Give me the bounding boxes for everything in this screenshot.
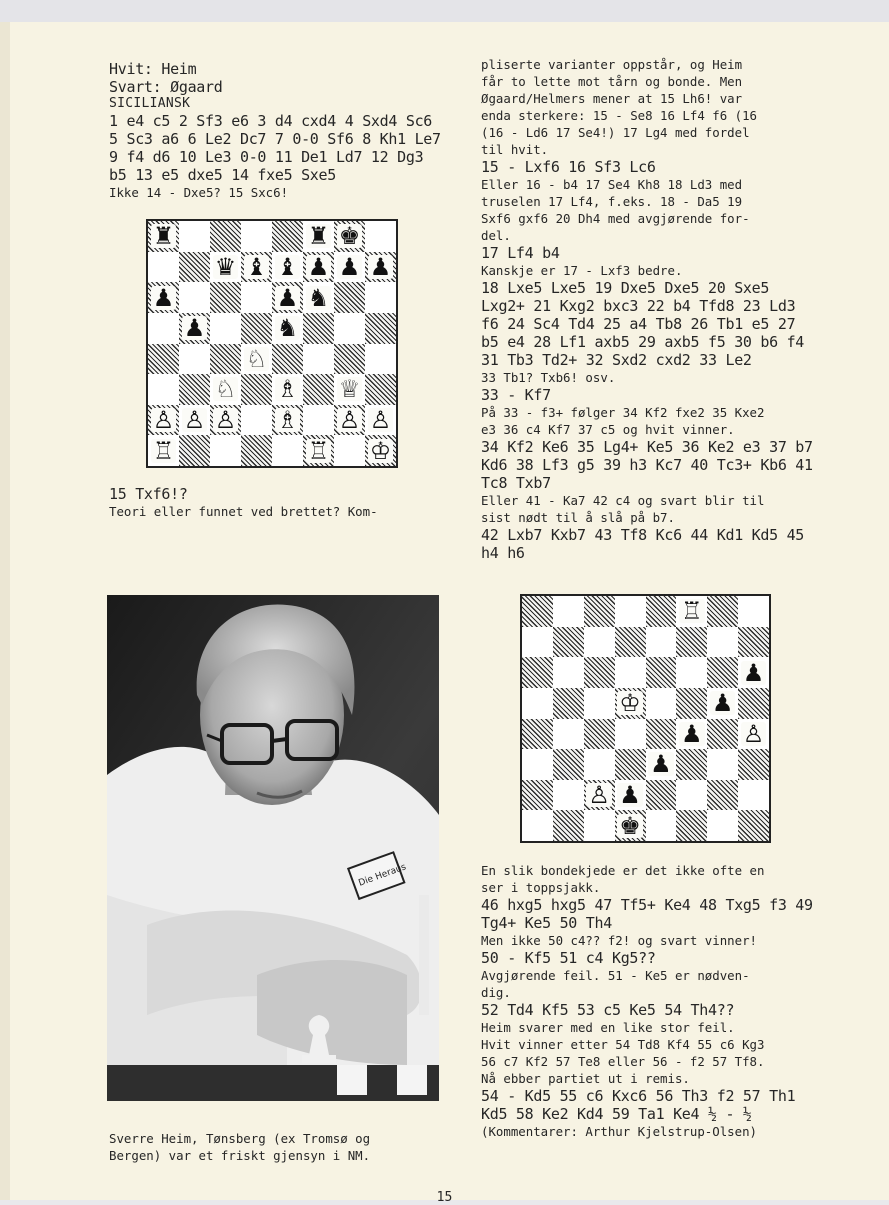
move-line: 50 - Kf5 51 c4 Kg5?? xyxy=(481,949,656,967)
board-square xyxy=(334,344,365,375)
board-square xyxy=(553,810,584,841)
board-square xyxy=(522,780,553,811)
move-line: 34 Kf2 Ke6 35 Lg4+ Ke5 36 Ke2 e3 37 b7 xyxy=(481,438,813,456)
comment-line: 56 c7 Kf2 57 Te8 eller 56 - f2 57 Tf8. xyxy=(481,1054,765,1069)
board-square xyxy=(179,313,210,344)
board-square xyxy=(210,221,241,252)
chess-diagram-2 xyxy=(520,594,771,843)
board-square xyxy=(615,657,646,688)
moves-line: b5 13 e5 dxe5 14 fxe5 Sxe5 xyxy=(109,166,337,184)
board-square xyxy=(707,596,738,627)
board-square xyxy=(210,252,241,283)
board-square xyxy=(738,688,769,719)
header-white: Hvit: Heim xyxy=(109,60,197,78)
right-column-top xyxy=(481,56,831,562)
white-rook-icon: ♖ xyxy=(152,436,175,465)
board-square xyxy=(522,719,553,750)
move-line: 46 hxg5 hxg5 47 Tf5+ Ke4 48 Txg5 f3 49 xyxy=(481,896,813,914)
board-square xyxy=(522,688,553,719)
comment-line: ser i toppsjakk. xyxy=(481,880,601,895)
board-square xyxy=(148,405,179,436)
right-column-bottom xyxy=(481,862,831,1140)
white-pawn-icon: ♙ xyxy=(183,406,206,435)
comment-line: Hvit vinner etter 54 Td8 Kf4 55 c6 Kg3 xyxy=(481,1037,765,1052)
board-square xyxy=(334,435,365,466)
board-square xyxy=(179,221,210,252)
opening-name: SICILIANSK xyxy=(109,96,191,111)
black-pawn-icon: ♟ xyxy=(276,283,299,312)
board-square xyxy=(676,780,707,811)
chess-diagram-1 xyxy=(146,219,398,468)
board-square xyxy=(615,627,646,658)
comment-line: 33 Tb1? Txb6! osv. xyxy=(481,370,616,385)
black-pawn-icon: ♟ xyxy=(152,283,175,312)
shirt-print: Die Heraus xyxy=(357,862,408,889)
board-square xyxy=(179,435,210,466)
comment-line: til hvit. xyxy=(481,142,549,157)
board-square xyxy=(646,810,677,841)
comment-line: Eller 16 - b4 17 Se4 Kh8 18 Ld3 med xyxy=(481,177,743,192)
white-pawn-icon: ♙ xyxy=(214,406,237,435)
black-knight-icon: ♞ xyxy=(276,314,299,343)
board-square xyxy=(615,688,646,719)
board-square xyxy=(522,810,553,841)
board-square xyxy=(738,780,769,811)
board-square xyxy=(646,688,677,719)
board-square xyxy=(707,780,738,811)
move-line: Tg4+ Ke5 50 Th4 xyxy=(481,914,612,932)
board-square xyxy=(272,313,303,344)
move-line: 18 Lxe5 Lxe5 19 Dxe5 Dxe5 20 Sxe5 xyxy=(481,279,770,297)
board-square xyxy=(676,749,707,780)
board-square xyxy=(584,749,615,780)
white-bishop-icon: ♗ xyxy=(276,375,299,404)
comment-line: Heim svarer med en like stor feil. xyxy=(481,1020,735,1035)
board-square xyxy=(272,374,303,405)
board-square xyxy=(615,596,646,627)
black-queen-icon: ♛ xyxy=(214,252,237,281)
move-line: 42 Lxb7 Kxb7 43 Tf8 Kc6 44 Kd1 Kd5 45 xyxy=(481,526,805,544)
comment-line: Kanskje er 17 - Lxf3 bedre. xyxy=(481,263,683,278)
board-square xyxy=(303,435,334,466)
move-line: 15 Txf6!? xyxy=(109,485,188,503)
comment-line: e3 36 c4 Kf7 37 c5 og hvit vinner. xyxy=(481,422,735,437)
board-square xyxy=(584,627,615,658)
comment-line: enda sterkere: 15 - Se8 16 Lf4 f6 (16 xyxy=(481,108,758,123)
caption-line: Bergen) var et friskt gjensyn i NM. xyxy=(109,1148,371,1163)
board-square xyxy=(241,435,272,466)
board-square xyxy=(553,657,584,688)
board-square xyxy=(272,221,303,252)
move-line: 17 Lf4 b4 xyxy=(481,244,560,262)
white-rook-icon: ♖ xyxy=(681,597,703,626)
move-line: Lxg2+ 21 Kxg2 bxc3 22 b4 Tfd8 23 Ld3 xyxy=(481,297,796,315)
comment-line: del. xyxy=(481,228,511,243)
board-square xyxy=(738,596,769,627)
board-square xyxy=(738,627,769,658)
move-line: 54 - Kd5 55 c6 Kxc6 56 Th3 f2 57 Th1 xyxy=(481,1087,796,1105)
comment-line: En slik bondekjede er det ikke ofte en xyxy=(481,863,765,878)
board-square xyxy=(553,780,584,811)
board-square xyxy=(553,719,584,750)
board-square xyxy=(241,221,272,252)
board-square xyxy=(738,657,769,688)
board-square xyxy=(303,221,334,252)
moves-line: 9 f4 d6 10 Le3 0-0 11 De1 Ld7 12 Dg3 xyxy=(109,148,424,166)
board-square xyxy=(738,719,769,750)
board-square xyxy=(615,780,646,811)
header-black: Svart: Øgaard xyxy=(109,78,223,96)
board-square xyxy=(179,405,210,436)
board-square xyxy=(646,719,677,750)
board-square xyxy=(646,749,677,780)
comment-line: (Kommentarer: Arthur Kjelstrup-Olsen) xyxy=(481,1124,758,1139)
board-square xyxy=(303,313,334,344)
board-square xyxy=(738,810,769,841)
page-number: 15 xyxy=(436,1190,453,1205)
board-square xyxy=(676,657,707,688)
move-line: 33 - Kf7 xyxy=(481,386,551,404)
comment-line: Teori eller funnet ved brettet? Kom- xyxy=(109,504,378,519)
moves-line: 1 e4 c5 2 Sf3 e6 3 d4 cxd4 4 Sxd4 Sc6 xyxy=(109,112,433,130)
board-square xyxy=(334,405,365,436)
move-line: 15 - Lxf6 16 Sf3 Lc6 xyxy=(481,158,656,176)
white-bishop-icon: ♗ xyxy=(276,406,299,435)
board-square xyxy=(365,282,396,313)
board-square xyxy=(646,627,677,658)
comment-line: På 33 - f3+ følger 34 Kf2 fxe2 35 Kxe2 xyxy=(481,405,765,420)
board-square xyxy=(615,810,646,841)
board-square xyxy=(303,282,334,313)
comment-line: Avgjørende feil. 51 - Ke5 er nødven- xyxy=(481,968,750,983)
black-pawn-icon: ♟ xyxy=(742,658,765,687)
board-square xyxy=(303,405,334,436)
board-square xyxy=(646,657,677,688)
board-square xyxy=(646,596,677,627)
comment-line: dig. xyxy=(481,985,511,1000)
comment-line: pliserte varianter oppstår, og Heim xyxy=(481,57,743,72)
board-square xyxy=(365,252,396,283)
white-king-icon: ♔ xyxy=(619,689,641,718)
black-king-icon: ♚ xyxy=(619,811,641,840)
top-bar xyxy=(0,0,889,22)
white-knight-icon: ♘ xyxy=(214,375,237,404)
black-knight-icon: ♞ xyxy=(307,283,330,312)
board-square xyxy=(148,313,179,344)
board-square xyxy=(241,374,272,405)
board-square xyxy=(676,719,707,750)
board-square xyxy=(148,221,179,252)
white-pawn-icon: ♙ xyxy=(338,406,361,435)
board-square xyxy=(522,627,553,658)
player-photo xyxy=(107,595,439,1101)
board-square xyxy=(179,282,210,313)
white-pawn-icon: ♙ xyxy=(152,406,175,435)
move-line: 52 Td4 Kf5 53 c5 Ke5 54 Th4?? xyxy=(481,1001,735,1019)
black-pawn-icon: ♟ xyxy=(711,689,734,718)
photo-caption xyxy=(109,1130,449,1164)
board-square xyxy=(210,405,241,436)
photo-illustration xyxy=(107,595,439,1101)
board-square xyxy=(365,313,396,344)
comment-line: Øgaard/Helmers mener at 15 Lh6! var xyxy=(481,91,743,106)
board-square xyxy=(334,252,365,283)
board-square xyxy=(303,252,334,283)
board-square xyxy=(707,657,738,688)
left-column xyxy=(109,60,449,201)
comment-line: Nå ebber partiet ut i remis. xyxy=(481,1071,690,1086)
move-line: Kd6 38 Lf3 g5 39 h3 Kc7 40 Tc3+ Kb6 41 xyxy=(481,456,813,474)
move-line: Kd5 58 Ke2 Kd4 59 Ta1 Ke4 ½ - ½ xyxy=(481,1105,752,1123)
board-square xyxy=(334,313,365,344)
white-knight-icon: ♘ xyxy=(245,344,268,373)
white-queen-icon: ♕ xyxy=(338,375,361,404)
move-line: b5 e4 28 Lf1 axb5 29 axb5 f5 30 b6 f4 xyxy=(481,333,805,351)
board-square xyxy=(584,719,615,750)
board-square xyxy=(241,282,272,313)
board-square xyxy=(553,596,584,627)
white-king-icon: ♔ xyxy=(369,436,392,465)
caption-line: Sverre Heim, Tønsberg (ex Tromsø og xyxy=(109,1131,371,1146)
board-square xyxy=(179,374,210,405)
board-square xyxy=(584,810,615,841)
comment-line: (16 - Ld6 17 Se4!) 17 Lg4 med fordel xyxy=(481,125,750,140)
board-square xyxy=(522,596,553,627)
white-pawn-icon: ♙ xyxy=(742,719,765,748)
board-square xyxy=(553,688,584,719)
board-square xyxy=(707,719,738,750)
board-square xyxy=(365,435,396,466)
black-rook-icon: ♜ xyxy=(307,222,330,251)
board-square xyxy=(707,688,738,719)
board-square xyxy=(272,435,303,466)
board-square xyxy=(210,313,241,344)
comment-line: får to lette mot tårn og bonde. Men xyxy=(481,74,743,89)
board-square xyxy=(272,252,303,283)
black-bishop-icon: ♝ xyxy=(276,252,299,281)
board-square xyxy=(646,780,677,811)
black-rook-icon: ♜ xyxy=(152,222,175,251)
board-square xyxy=(179,252,210,283)
board-square xyxy=(210,435,241,466)
board-square xyxy=(210,374,241,405)
board-square xyxy=(553,749,584,780)
move-line: f6 24 Sc4 Td4 25 a4 Tb8 26 Tb1 e5 27 xyxy=(481,315,796,333)
comment-line: sist nødt til å slå på b7. xyxy=(481,510,675,525)
board-square xyxy=(272,344,303,375)
move-line: 31 Tb3 Td2+ 32 Sxd2 cxd2 33 Le2 xyxy=(481,351,752,369)
board-square xyxy=(241,313,272,344)
board-square xyxy=(365,221,396,252)
board-square xyxy=(148,252,179,283)
board-square xyxy=(241,252,272,283)
board-square xyxy=(241,344,272,375)
board-square xyxy=(522,657,553,688)
black-pawn-icon: ♟ xyxy=(369,252,392,281)
board-square xyxy=(584,780,615,811)
white-pawn-icon: ♙ xyxy=(369,406,392,435)
board-square xyxy=(303,374,334,405)
comment-line: truselen 17 Lf4, f.eks. 18 - Da5 19 xyxy=(481,194,743,209)
comment-line: Sxf6 gxf6 20 Dh4 med avgjørende for- xyxy=(481,211,750,226)
white-rook-icon: ♖ xyxy=(307,436,330,465)
board-square xyxy=(584,657,615,688)
board-square xyxy=(707,749,738,780)
board-square xyxy=(676,810,707,841)
board-square xyxy=(179,344,210,375)
board-square xyxy=(676,688,707,719)
left-after-board xyxy=(109,485,449,520)
board-square xyxy=(210,344,241,375)
board-square xyxy=(334,282,365,313)
board-square xyxy=(707,810,738,841)
board-square xyxy=(676,627,707,658)
black-pawn-icon: ♟ xyxy=(183,314,206,343)
board-square xyxy=(303,344,334,375)
board-square xyxy=(210,282,241,313)
board-square xyxy=(365,374,396,405)
board-square xyxy=(148,344,179,375)
comment-line: Eller 41 - Ka7 42 c4 og svart blir til xyxy=(481,493,765,508)
moves-line: 5 Sc3 a6 6 Le2 Dc7 7 0-0 Sf6 8 Kh1 Le7 xyxy=(109,130,441,148)
black-pawn-icon: ♟ xyxy=(307,252,330,281)
black-bishop-icon: ♝ xyxy=(245,252,268,281)
black-pawn-icon: ♟ xyxy=(338,252,361,281)
page-edge xyxy=(0,22,10,1200)
move-line: h4 h6 xyxy=(481,544,525,562)
black-pawn-icon: ♟ xyxy=(650,750,672,779)
board-square xyxy=(241,405,272,436)
board-square xyxy=(365,405,396,436)
board-square xyxy=(148,374,179,405)
board-square xyxy=(615,719,646,750)
board-square xyxy=(553,627,584,658)
board-square xyxy=(272,282,303,313)
board-square xyxy=(272,405,303,436)
black-pawn-icon: ♟ xyxy=(681,719,703,748)
board-square xyxy=(584,596,615,627)
board-square xyxy=(522,749,553,780)
board-square xyxy=(615,749,646,780)
move-line: Tc8 Txb7 xyxy=(481,474,551,492)
comment-line: Ikke 14 - Dxe5? 15 Sxc6! xyxy=(109,185,289,200)
scanned-page xyxy=(0,22,889,1205)
board-square xyxy=(148,435,179,466)
board-square xyxy=(584,688,615,719)
board-square xyxy=(738,749,769,780)
board-square xyxy=(707,627,738,658)
board-square xyxy=(365,344,396,375)
white-pawn-icon: ♙ xyxy=(588,781,610,810)
board-square xyxy=(334,221,365,252)
black-pawn-icon: ♟ xyxy=(619,781,641,810)
board-square xyxy=(334,374,365,405)
comment-line: Men ikke 50 c4?? f2! og svart vinner! xyxy=(481,933,758,948)
board-square xyxy=(148,282,179,313)
board-square xyxy=(676,596,707,627)
black-king-icon: ♚ xyxy=(338,222,361,251)
